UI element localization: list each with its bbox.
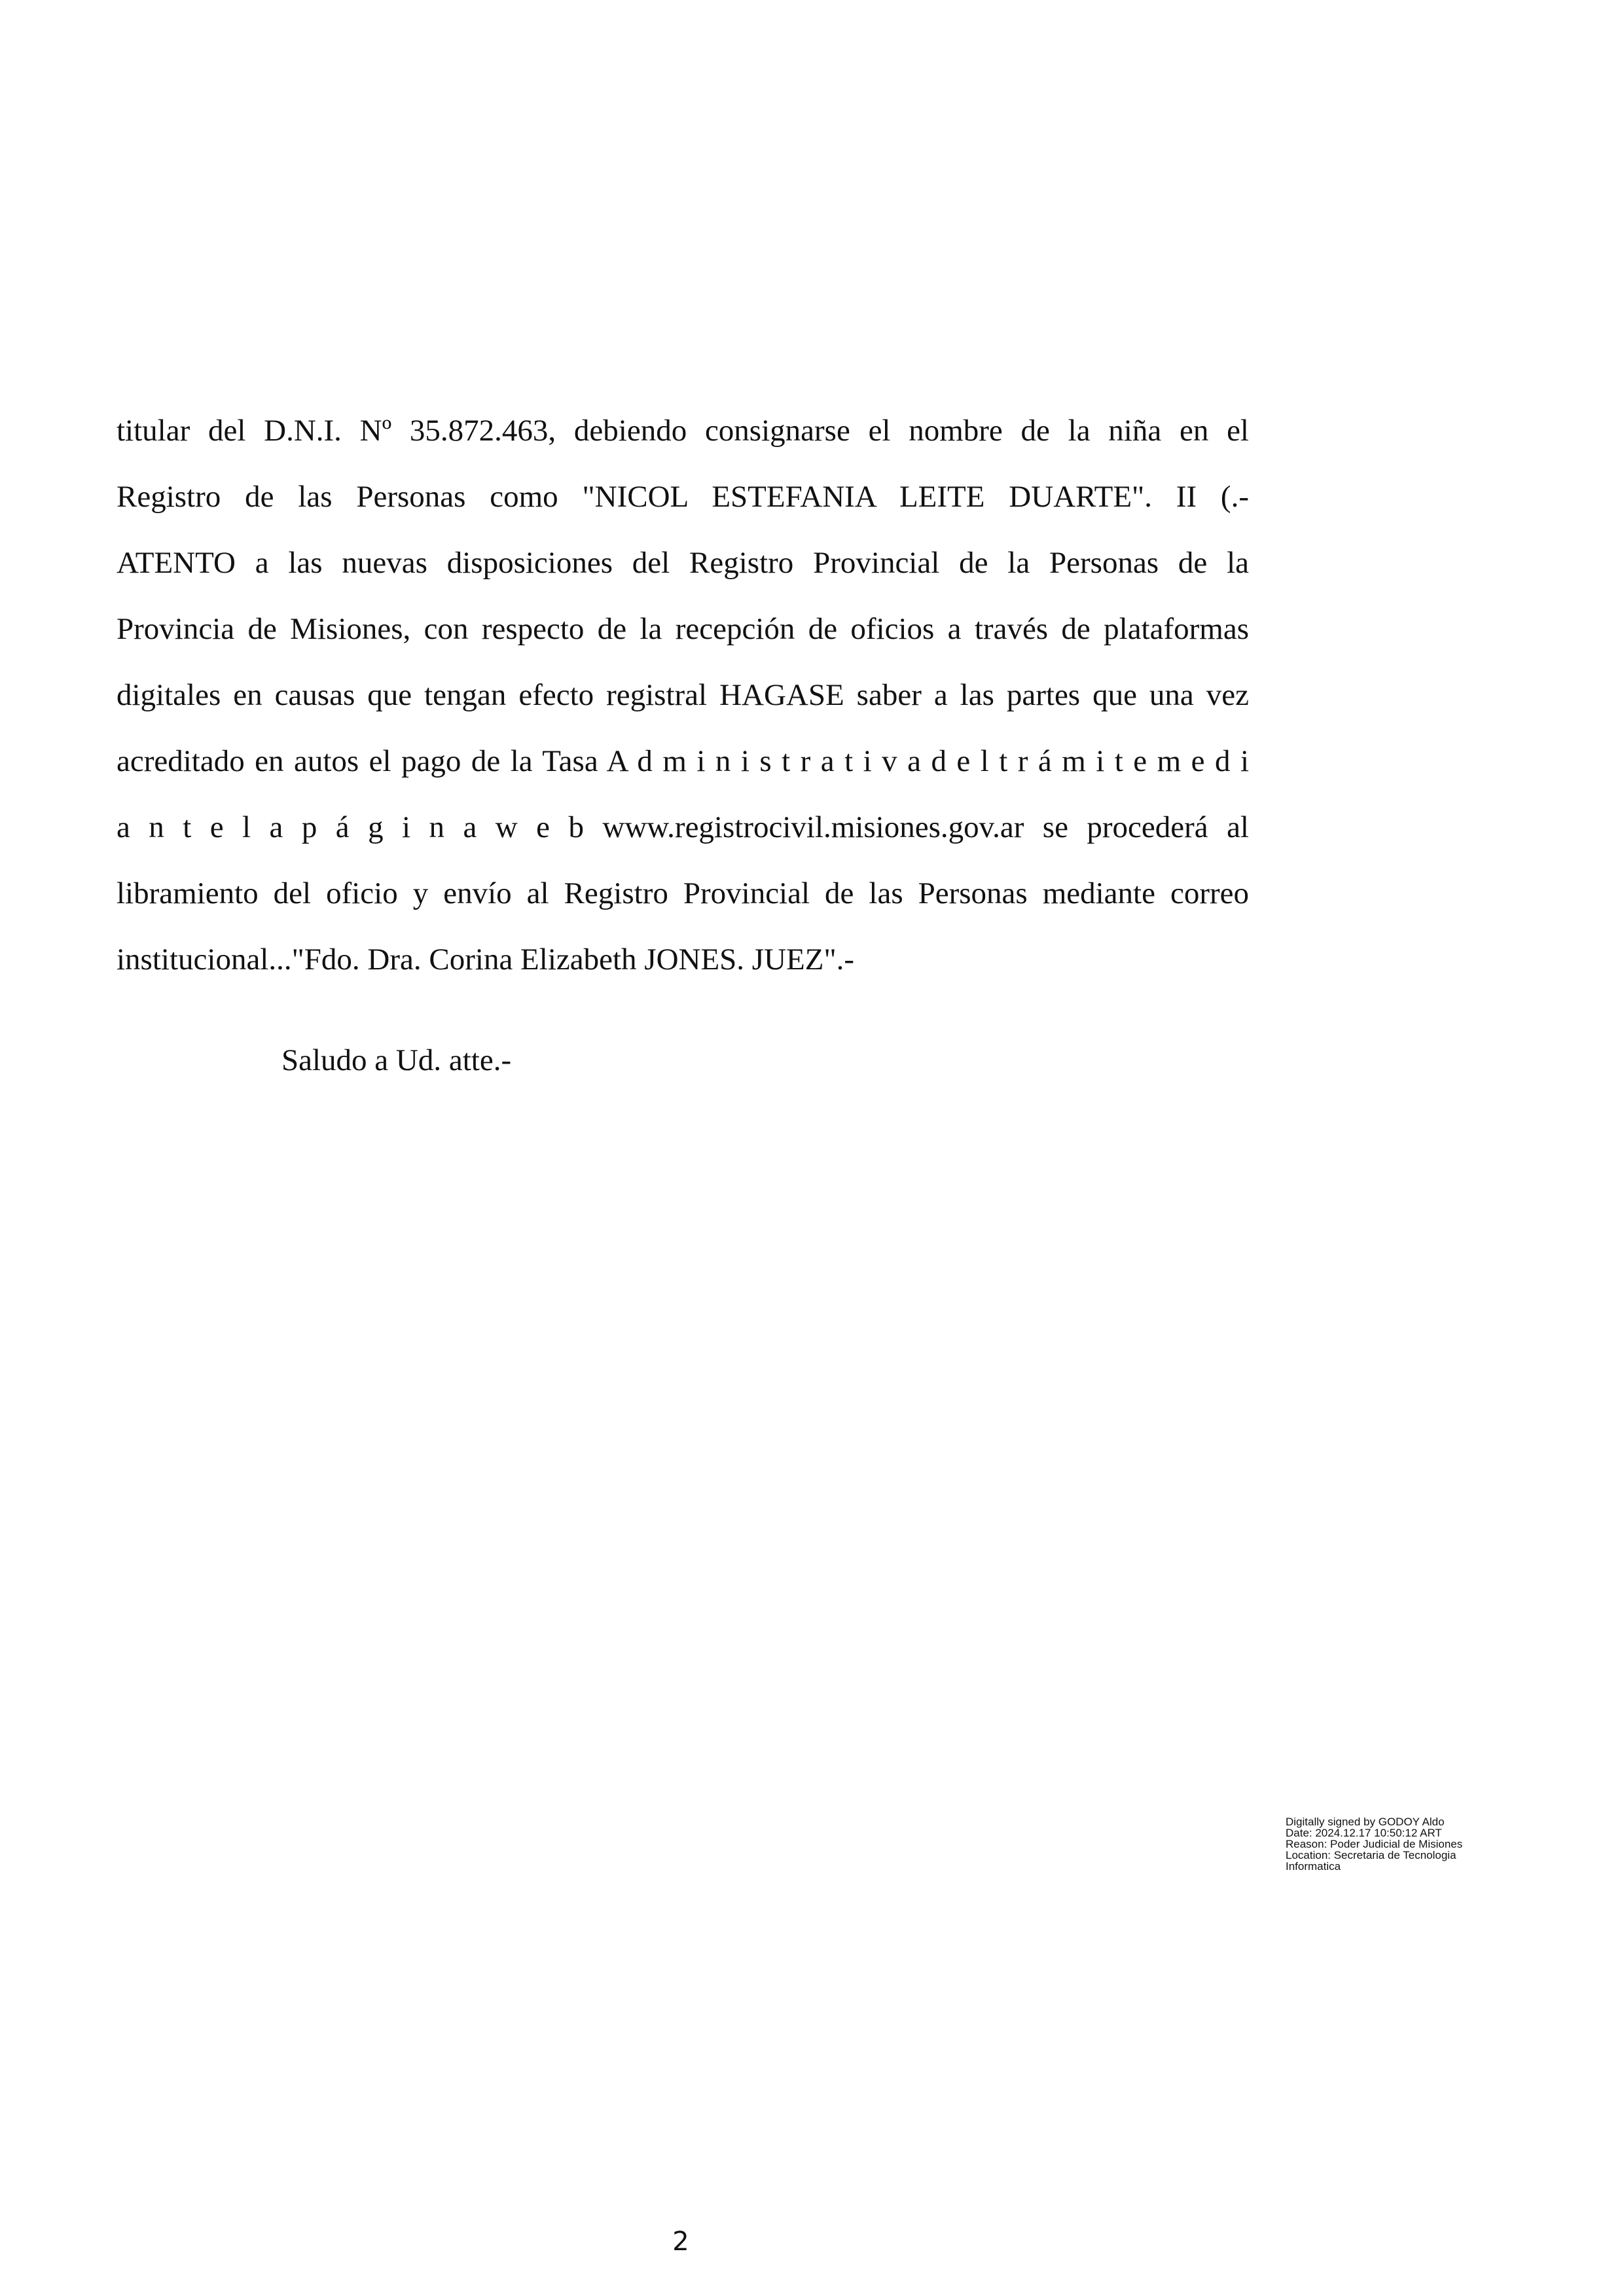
page-number: 2 xyxy=(672,2227,689,2257)
body-line: a n t e l a p á g i n a w e b www.registrocivil.misiones.gov.ar se procederá al xyxy=(117,810,1249,844)
signature-signed-by: Digitally signed by GODOY Aldo xyxy=(1286,1816,1445,1828)
signature-date: Date: 2024.12.17 10:50:12 ART xyxy=(1286,1827,1442,1839)
body-line: digitales en causas que tengan efecto registral HAGASE saber a las partes que una vez xyxy=(117,678,1249,712)
body-line: Provincia de Misiones, con respecto de la recepción de oficios a través de plataformas xyxy=(117,612,1249,646)
body-line: titular del D.N.I. Nº 35.872.463, debiendo consignarse el nombre de la niña en el xyxy=(117,414,1249,448)
body-line: institucional..."Fdo. Dra. Corina Elizabeth JONES. JUEZ".- xyxy=(117,942,855,977)
signature-location: Location: Secretaria de Tecnologia xyxy=(1286,1849,1456,1861)
body-paragraph xyxy=(117,398,1249,993)
signature-location-continued: Informatica xyxy=(1286,1860,1341,1873)
body-line: Registro de las Personas como "NICOL ESTEFANIA LEITE DUARTE". II (.- xyxy=(117,480,1249,514)
closing-greeting: Saludo a Ud. atte.- xyxy=(281,1043,512,1077)
signature-reason: Reason: Poder Judicial de Misiones xyxy=(1286,1838,1463,1850)
body-line: acreditado en autos el pago de la Tasa A d m i n i s t r a t i v a d e l t r á m i t e m e d i xyxy=(117,744,1249,778)
digital-signature-stamp xyxy=(1286,1816,1521,1872)
body-line: ATENTO a las nuevas disposiciones del Registro Provincial de la Personas de la xyxy=(117,546,1249,580)
body-line: libramiento del oficio y envío al Registro Provincial de las Personas mediante correo xyxy=(117,876,1249,910)
